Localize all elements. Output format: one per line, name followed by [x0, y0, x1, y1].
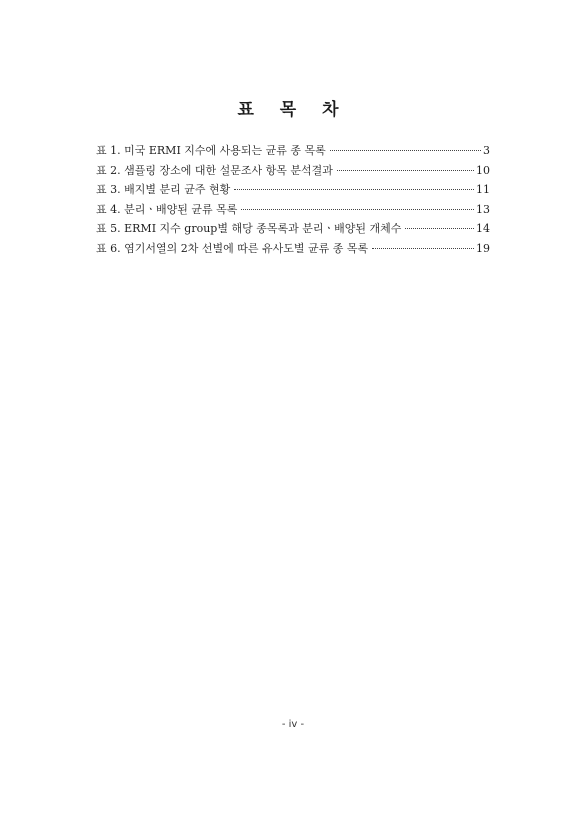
toc-entry-label: 표 1. 미국 ERMI 지수에 사용되는 균류 종 목록 [96, 144, 326, 157]
dot-leader [337, 170, 474, 171]
toc-entry-page: 10 [476, 163, 490, 177]
toc-entry-page: 3 [483, 144, 490, 157]
dot-leader [330, 150, 481, 151]
dot-leader [234, 189, 474, 190]
toc-entry-label: 표 2. 샘플링 장소에 대한 설문조사 항목 분석결과 [96, 163, 333, 177]
toc-entry-label: 표 4. 분리ㆍ배양된 균류 목록 [96, 202, 238, 216]
toc-entry-page: 14 [476, 222, 490, 236]
toc-entry-label: 표 3. 배지별 분리 균주 현황 [96, 183, 231, 197]
toc-entry-3[interactable] [96, 180, 490, 200]
toc-entry-label: 표 5. ERMI 지수 group별 해당 종목록과 분리ㆍ배양된 개체수 [96, 222, 402, 236]
dot-leader [405, 228, 474, 229]
toc-entry-label: 표 6. 염기서열의 2차 선별에 따른 유사도별 균류 종 목록 [96, 241, 369, 255]
dot-leader [372, 248, 474, 249]
toc-entry-2[interactable] [96, 161, 490, 181]
toc-entry-6[interactable] [96, 239, 490, 259]
toc-entry-page: 19 [476, 241, 490, 255]
toc-entry-page: 13 [476, 202, 490, 216]
page-title: 표 목 차 [237, 100, 349, 120]
dot-leader [241, 209, 474, 210]
toc-entry-4[interactable] [96, 200, 490, 220]
toc-entry-page: 11 [476, 183, 490, 197]
toc-entry-1[interactable] [96, 141, 490, 161]
page-number: - iv - [281, 719, 305, 730]
toc-entry-5[interactable] [96, 219, 490, 239]
table-of-contents [96, 141, 490, 259]
